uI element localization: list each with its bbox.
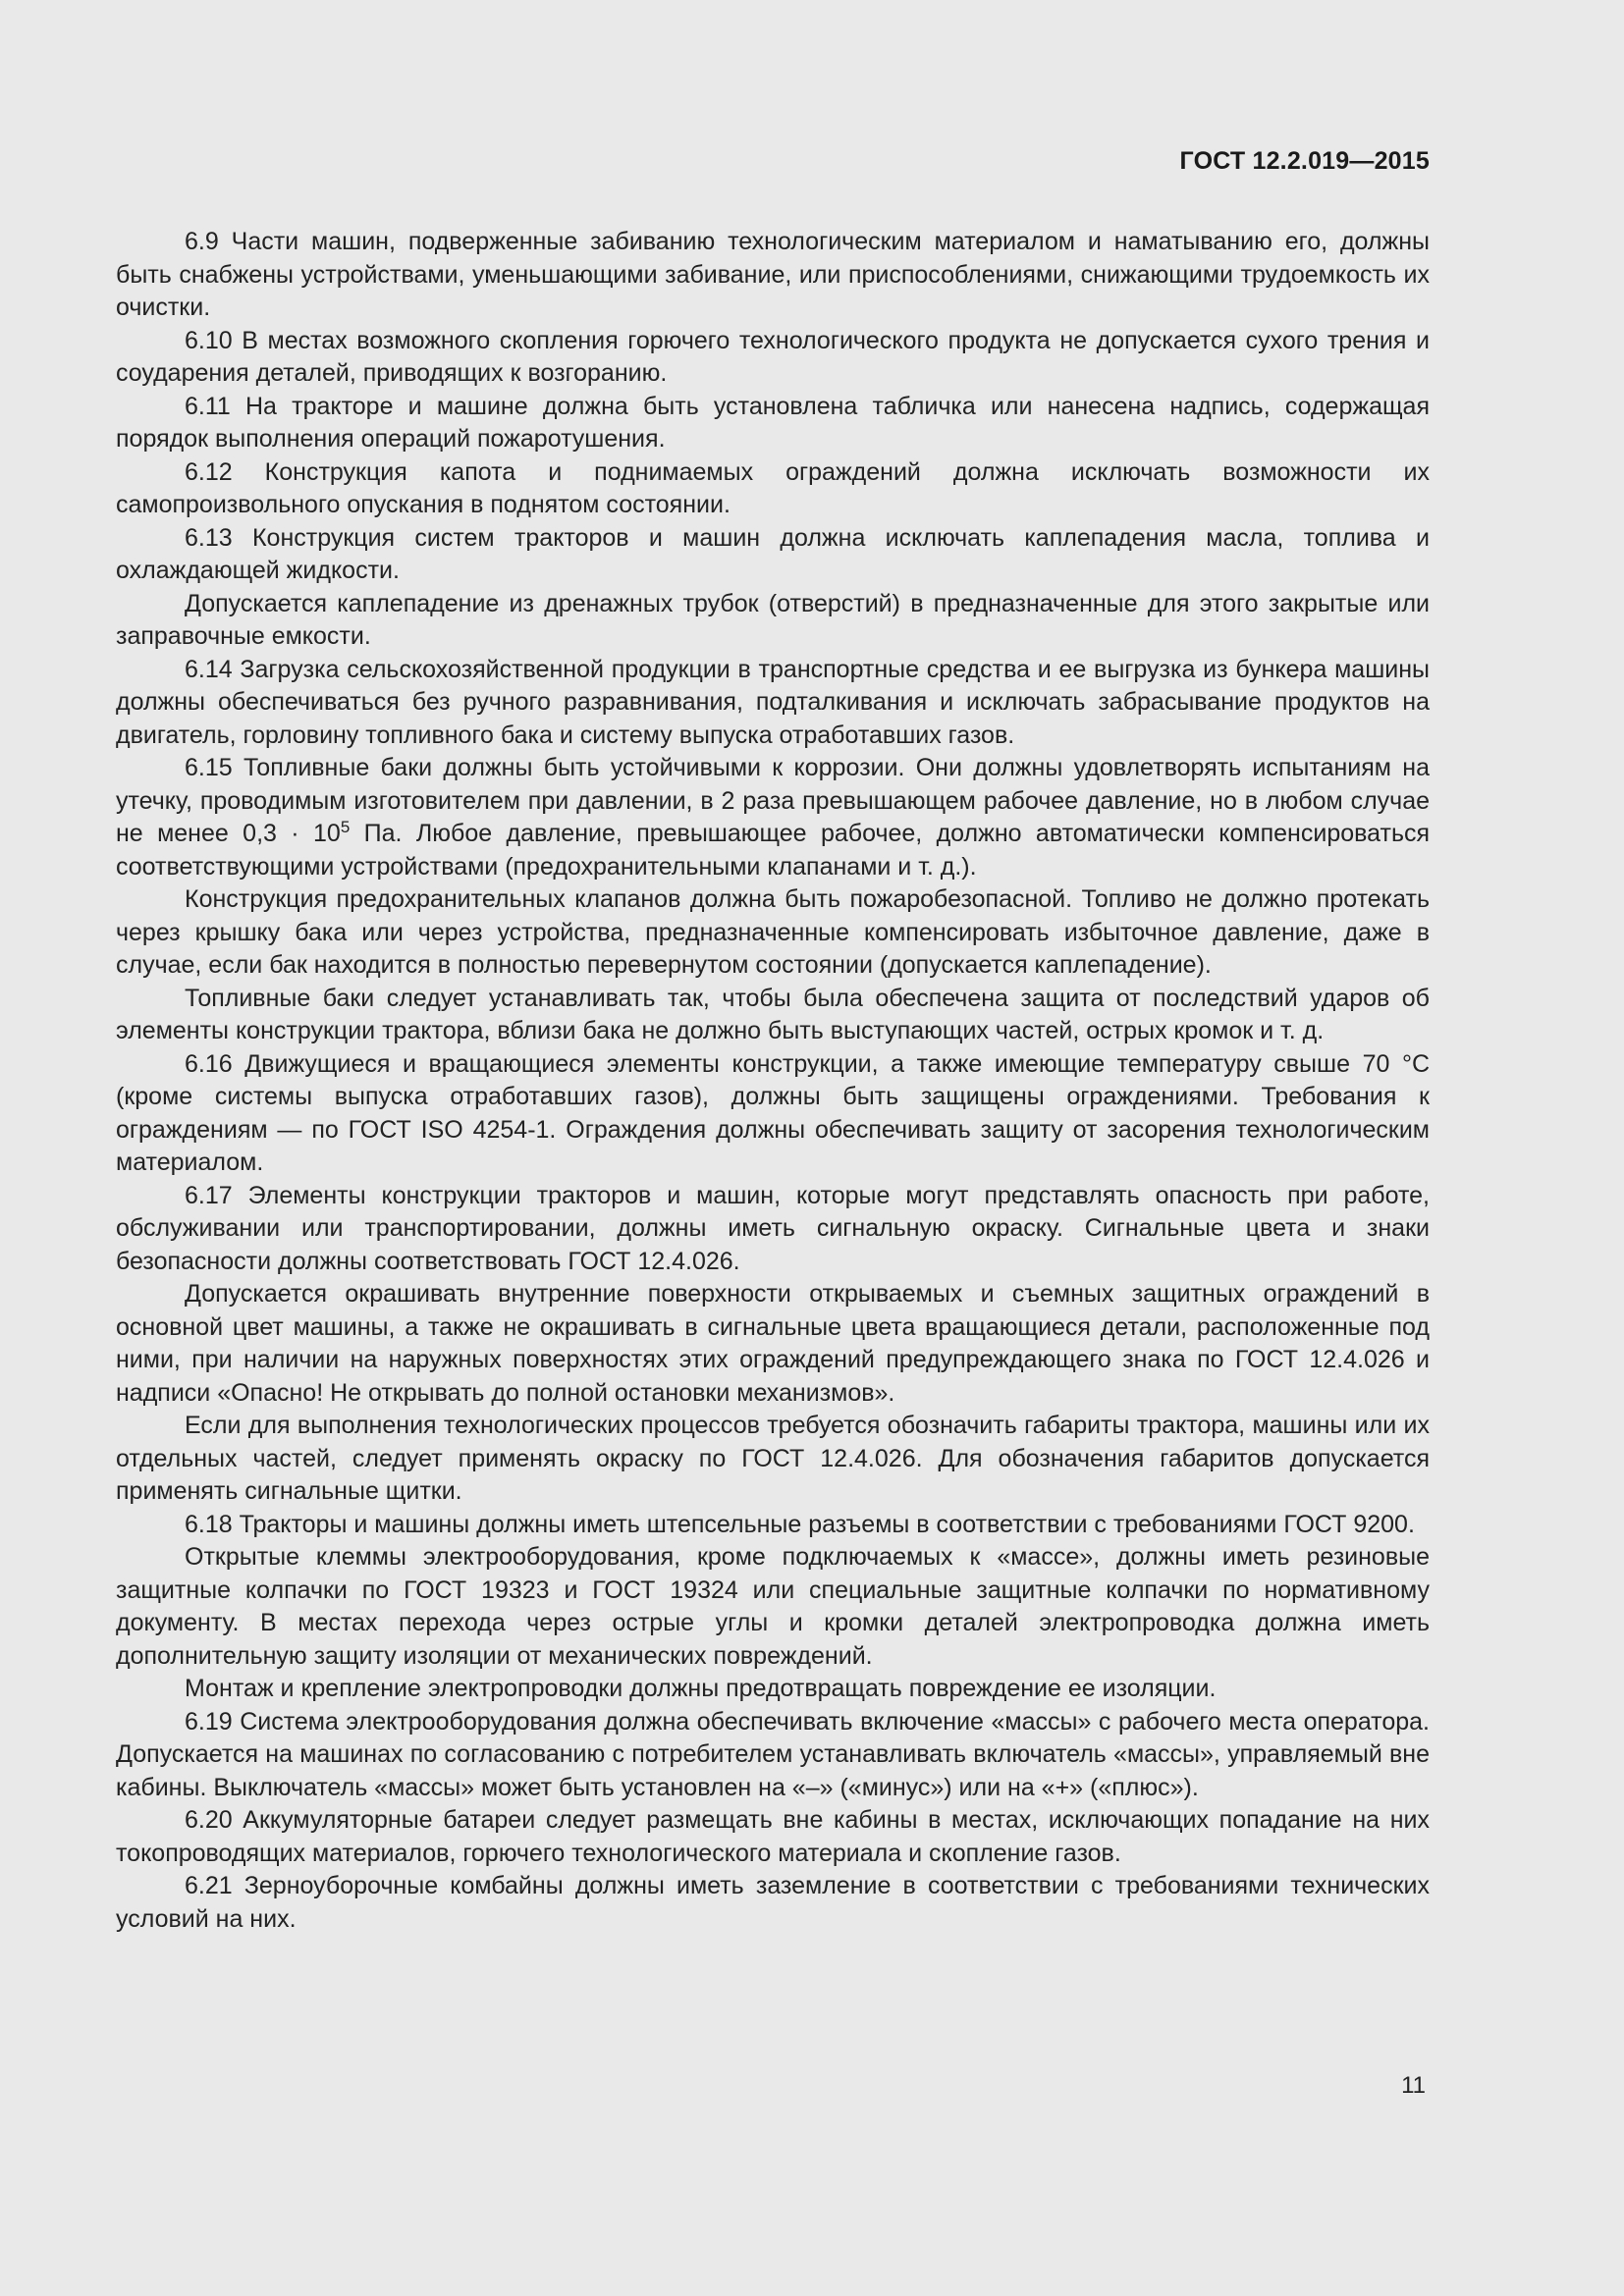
document-body xyxy=(116,226,1430,1936)
paragraph-6-10: 6.10 В местах возможного скопления горючего технологического продукта не допускается сухого трения и соударения деталей, приводящих к возгоранию. xyxy=(116,326,1430,387)
paragraph-6-9: 6.9 Части машин, подверженные забиванию технологическим материалом и наматыванию его, должны быть снабжены устройствами, уменьшающими забивание, или приспособлениями, снижающими трудоемкость их очистки. xyxy=(116,228,1430,321)
paragraph-6-15-text-b: Па. Любое давление, превышающее рабочее, должно автоматически компенсироваться соответствующими устройствами (предохранительными клапанами и т. д.). xyxy=(116,820,1431,881)
document-header: ГОСТ 12.2.019—2015 xyxy=(1179,147,1430,175)
paragraph-6-21: 6.21 Зерноуборочные комбайны должны иметь заземление в соответствии с требованиями технических условий на них. xyxy=(116,1872,1430,1933)
paragraph-6-15-text-a: 6.15 Топливные баки должны быть устойчивыми к коррозии. Они должны удовлетворять испытаниям на утечку, проводимым изготовителем при давлении, в 2 раза превышающем рабочее давление, но в любом случае не менее 0,3 · 10 xyxy=(116,754,1430,847)
paragraph-6-17-dimensions: Если для выполнения технологических процессов требуется обозначить габариты трактора, машины или их отдельных частей, следует применять окраску по ГОСТ 12.4.026. Для обозначения габаритов допускается применять сигнальные щитки. xyxy=(116,1412,1430,1505)
paragraph-6-15 xyxy=(116,752,1430,883)
paragraph-6-17: 6.17 Элементы конструкции тракторов и машин, которые могут представлять опасность при работе, обслуживании или транспортировании, должны иметь сигнальную окраску. Сигнальные цвета и знаки безопасности должны соответствовать ГОСТ 12.4.026. xyxy=(116,1181,1430,1275)
paragraph-6-20: 6.20 Аккумуляторные батареи следует размещать вне кабины в местах, исключающих попадание на них токопроводящих материалов, горючего технологического материала и скопление газов. xyxy=(116,1806,1430,1867)
paragraph-6-13-note: Допускается каплепадение из дренажных трубок (отверстий) в предназначенные для этого закрытые или заправочные емкости. xyxy=(116,589,1430,650)
paragraph-6-13: 6.13 Конструкция систем тракторов и машин должна исключать каплепадения масла, топлива и охлаждающей жидкости. xyxy=(116,523,1430,584)
paragraph-6-12: 6.12 Конструкция капота и поднимаемых ограждений должна исключать возможности их самопроизвольного опускания в поднятом состоянии. xyxy=(116,457,1430,518)
paragraph-6-17-painting: Допускается окрашивать внутренние поверхности открываемых и съемных защитных ограждений в основной цвет машины, а также не окрашивать в сигнальные цвета вращающиеся детали, расположенные под ними, при наличии на наружных поверхностях этих ограждений предупреждающего знака по ГОСТ 12.4.026 и надписи «Опасно! Не открывать до полной остановки механизмов». xyxy=(116,1280,1430,1407)
paragraph-6-11: 6.11 На тракторе и машине должна быть установлена табличка или нанесена надпись, содержащая порядок выполнения операций пожаротушения. xyxy=(116,392,1430,453)
paragraph-6-15-valves: Конструкция предохранительных клапанов должна быть пожаробезопасной. Топливо не должно протекать через крышку бака или через устройства, предназначенные компенсировать избыточное давление, даже в случае, если бак находится в полностью перевернутом состоянии (допускается каплепадение). xyxy=(116,885,1430,979)
paragraph-6-18: 6.18 Тракторы и машины должны иметь штепсельные разъемы в соответствии с требованиями ГОСТ 9200. xyxy=(185,1510,1415,1538)
page-number: 11 xyxy=(1401,2072,1426,2099)
paragraph-6-18-terminals: Открытые клеммы электрооборудования, кроме подключаемых к «массе», должны иметь резиновые защитные колпачки по ГОСТ 19323 и ГОСТ 19324 или специальные защитные колпачки по нормативному документу. В местах перехода через острые углы и кромки деталей электропроводка должна иметь дополнительную защиту изоляции от механических повреждений. xyxy=(116,1543,1430,1670)
paragraph-6-15-mounting: Топливные баки следует устанавливать так, чтобы была обеспечена защита от последствий ударов об элементы конструкции трактора, вблизи бака не должно быть выступающих частей, острых кромок и т. д. xyxy=(116,984,1430,1044)
paragraph-6-14: 6.14 Загрузка сельскохозяйственной продукции в транспортные средства и ее выгрузка из бункера машины должны обеспечиваться без ручного разравнивания, подталкивания и исключать забрасывание продуктов на двигатель, горловину топливного бака и систему выпуска отработавших газов. xyxy=(116,655,1430,749)
paragraph-6-18-wiring: Монтаж и крепление электропроводки должны предотвращать повреждение ее изоляции. xyxy=(185,1675,1217,1702)
paragraph-6-16: 6.16 Движущиеся и вращающиеся элементы конструкции, а также имеющие температуру свыше 70 °С (кроме системы выпуска отработавших газов), должны быть защищены ограждениями. Требования к ограждениям — по ГОСТ ISO 4254-1. Ограждения должны обеспечивать защиту от засорения технологическим материалом. xyxy=(116,1049,1430,1176)
paragraph-6-19: 6.19 Система электрооборудования должна обеспечивать включение «массы» с рабочего места оператора. Допускается на машинах по согласованию с потребителем устанавливать включатель «массы», управляемый вне кабины. Выключатель «массы» может быть установлен на «–» («минус») или на «+» («плюс»). xyxy=(116,1707,1430,1801)
superscript-exponent: 5 xyxy=(340,818,351,836)
